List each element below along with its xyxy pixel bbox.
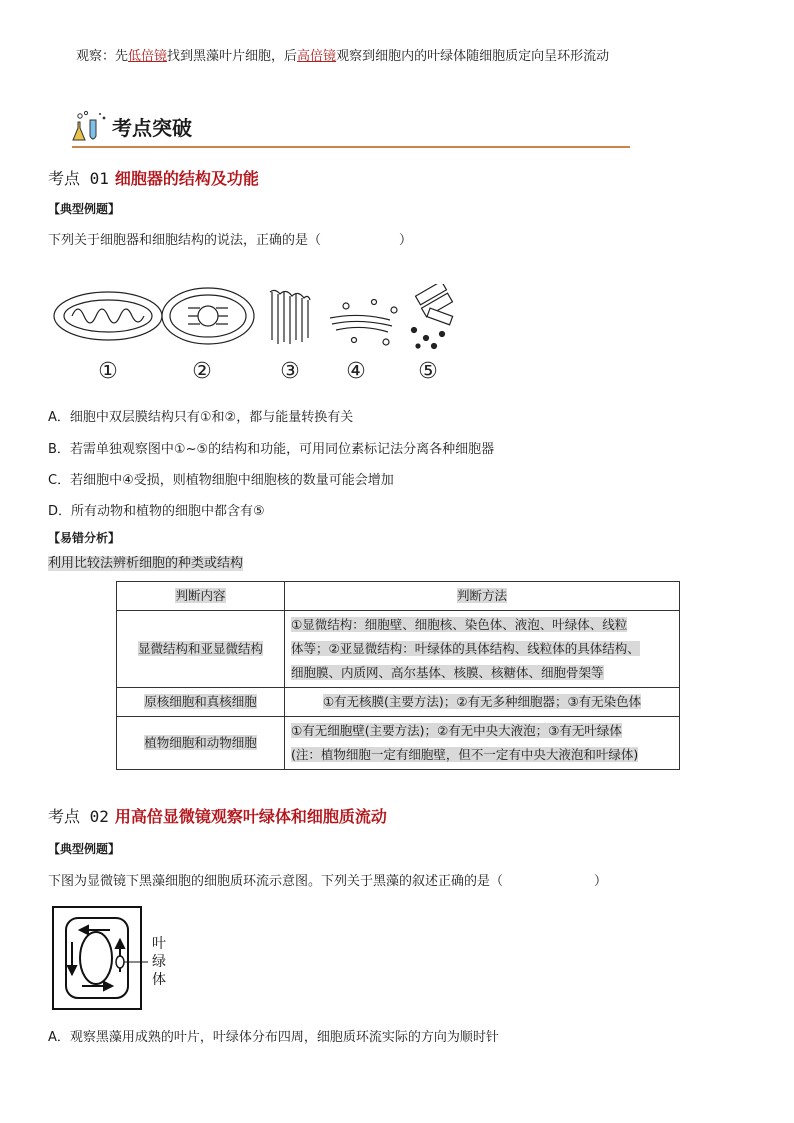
kd1-error-tag: 【易错分析】 bbox=[48, 531, 121, 545]
table-header-content bbox=[117, 582, 285, 611]
kd1-number: 考点 01 bbox=[48, 169, 109, 188]
kd2-name: 用高倍显微镜观察叶绿体和细胞质流动 bbox=[114, 807, 387, 826]
observe-mid: 找到黑藻叶片细胞，后 bbox=[167, 49, 298, 64]
fig-label-3: ③ bbox=[280, 359, 300, 384]
cytoplasm-flow-figure bbox=[52, 906, 192, 1012]
row1-line1: ①显微结构：细胞壁、细胞核、染色体、液泡、叶绿体、线粒 bbox=[291, 617, 628, 632]
fig-label-ye: 叶 bbox=[152, 936, 166, 952]
organelle-figure bbox=[50, 284, 470, 384]
row3-line1: ①有无细胞壁(主要方法)；②有无中央大液泡；③有无叶绿体 bbox=[291, 723, 622, 738]
kd1-heading bbox=[48, 166, 259, 189]
flask-icon bbox=[72, 110, 112, 144]
fig-label-lv: 绿 bbox=[152, 954, 166, 970]
row1-content: 显微结构和亚显微结构 bbox=[137, 641, 263, 656]
table-header-row bbox=[117, 582, 680, 611]
row3-line2: (注：植物细胞一定有细胞壁，但不一定有中央大液泡和叶绿体) bbox=[291, 747, 639, 762]
kd1-option-b: B．若需单独观察图中①~⑤的结构和功能，可用同位素标记法分离各种细胞器 bbox=[48, 442, 495, 457]
mitochondrion-drawing bbox=[54, 292, 162, 340]
table-row bbox=[117, 717, 680, 770]
kd1-error-intro bbox=[48, 555, 243, 573]
table-row bbox=[117, 688, 680, 717]
error-intro-text: 利用比较法辨析细胞的种类或结构 bbox=[48, 556, 244, 571]
kd1-question: 下列关于细胞器和细胞结构的说法，正确的是（ ） bbox=[48, 233, 413, 248]
header-method-text: 判断方法 bbox=[456, 588, 507, 603]
row3-content: 植物细胞和动物细胞 bbox=[144, 735, 257, 750]
golgi-drawing bbox=[330, 300, 397, 346]
fig-label-ti: 体 bbox=[152, 972, 166, 988]
high-mag-text: 高倍镜 bbox=[297, 49, 337, 64]
low-mag-text: 低倍镜 bbox=[128, 49, 168, 64]
kd2-example-tag: 【典型例题】 bbox=[48, 842, 121, 856]
nucleus-drawing bbox=[162, 288, 254, 344]
row1-line2: 体等；②亚显微结构：叶绿体的具体结构、线粒体的具体结构、 bbox=[291, 641, 640, 656]
kd2-option-a: A．观察黑藻用成熟的叶片，叶绿体分布四周，细胞质环流实际的方向为顺时针 bbox=[48, 1030, 499, 1045]
banner bbox=[72, 108, 632, 150]
kd1-option-d: D．所有动物和植物的细胞中都含有⑤ bbox=[48, 504, 265, 519]
table-cell-method bbox=[285, 688, 680, 717]
flow-arrows bbox=[68, 926, 124, 990]
row2-content: 原核细胞和真核细胞 bbox=[144, 694, 257, 709]
er-drawing bbox=[270, 290, 310, 344]
kd1-name: 细胞器的结构及功能 bbox=[114, 169, 259, 188]
comparison-table bbox=[116, 581, 680, 770]
kd1-option-a: A．细胞中双层膜结构只有①和②，都与能量转换有关 bbox=[48, 410, 354, 425]
banner-underline bbox=[72, 146, 630, 148]
fig-label-5: ⑤ bbox=[418, 359, 438, 384]
table-cell-method bbox=[285, 717, 680, 770]
observation-line bbox=[76, 48, 609, 66]
table-header-method bbox=[285, 582, 680, 611]
chloroplast-dot bbox=[116, 956, 124, 968]
kd2-heading bbox=[48, 804, 387, 827]
table-cell-content bbox=[117, 717, 285, 770]
fig-label-1: ① bbox=[98, 359, 118, 384]
observe-suffix: 观察到细胞内的叶绿体随细胞质定向呈环形流动 bbox=[336, 49, 610, 64]
table-row bbox=[117, 611, 680, 688]
fig-label-2: ② bbox=[192, 359, 212, 384]
row1-line3: 细胞膜、内质网、高尔基体、核膜、核糖体、细胞骨架等 bbox=[291, 665, 604, 680]
vacuole-oval bbox=[80, 932, 112, 984]
table-cell-content bbox=[117, 611, 285, 688]
kd1-option-c: C．若细胞中④受损，则植物细胞中细胞核的数量可能会增加 bbox=[48, 473, 394, 488]
centrosome-drawing bbox=[412, 284, 453, 349]
table-cell-content bbox=[117, 688, 285, 717]
fig-label-4: ④ bbox=[346, 359, 366, 384]
row2-line1: ①有无核膜(主要方法)；②有无多种细胞器；③有无染色体 bbox=[322, 694, 642, 709]
kd1-example-tag: 【典型例题】 bbox=[48, 202, 121, 216]
kd2-number: 考点 02 bbox=[48, 807, 109, 826]
header-content-text: 判断内容 bbox=[175, 588, 226, 603]
table-cell-method bbox=[285, 611, 680, 688]
kd2-question: 下图为显微镜下黑藻细胞的细胞质环流示意图。下列关于黑藻的叙述正确的是（ ） bbox=[48, 874, 608, 889]
banner-title: 考点突破 bbox=[112, 116, 192, 140]
observe-prefix: 观察：先 bbox=[76, 49, 129, 64]
